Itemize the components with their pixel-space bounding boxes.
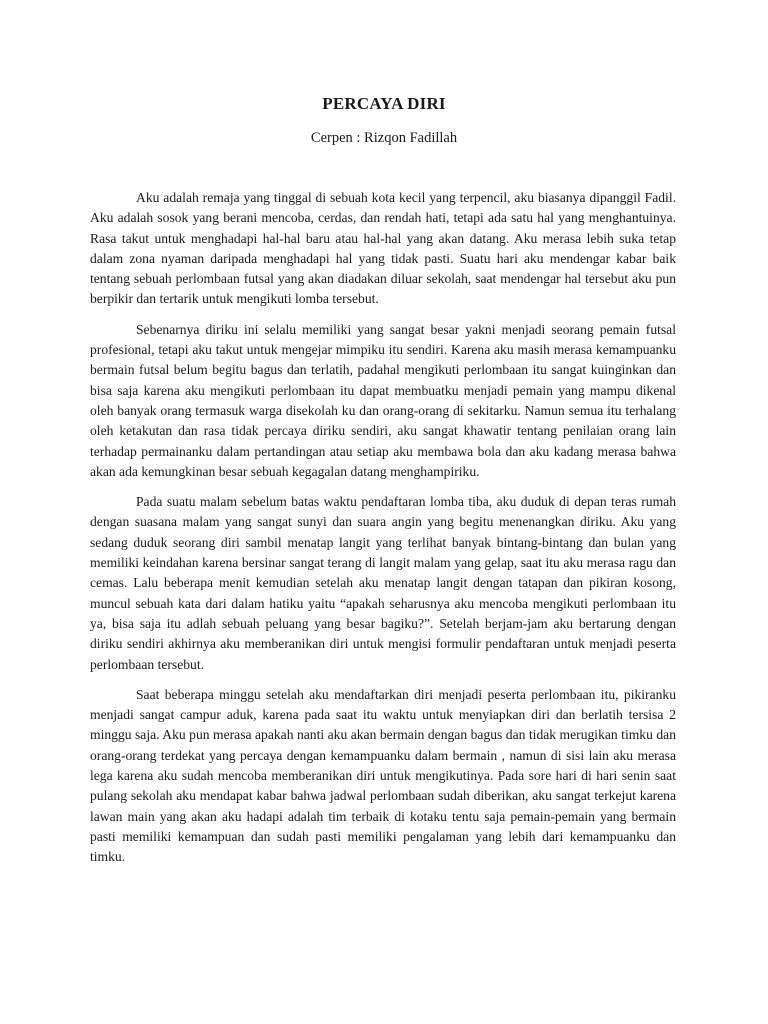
document-title: PERCAYA DIRI <box>322 94 446 113</box>
paragraph-1: Aku adalah remaja yang tinggal di sebuah kota kecil yang terpencil, aku biasanya dipanggil Fadil. Aku adalah sosok yang berani mencoba, cerdas, dan rendah hati, tetapi ada satu hal yang menghantuinya. Rasa takut untuk menghadapi hal-hal baru atau hal-hal yang akan datang. Aku merasa lebih suka tetap dalam zona nyaman daripada menghadapi hal yang tidak pasti. Suatu hari aku mendengar kabar baik tentang sebuah perlombaan futsal yang akan diadakan diluar sekolah, saat mendengar hal tersebut aku pun berpikir dan tertarik untuk mengikuti lomba tersebut. <box>90 190 676 307</box>
document-body <box>90 188 676 878</box>
document-subtitle: Cerpen : Rizqon Fadillah <box>310 130 458 146</box>
paragraph-3: Pada suatu malam sebelum batas waktu pendaftaran lomba tiba, aku duduk di depan teras rumah dengan suasana malam yang sangat sunyi dan suara angin yang begitu menenangkan diriku. Aku yang sedang duduk seorang diri sambil menatap langit yang terlihat banyak bintang-bintang dan bulan yang memiliki keindahan karena bersinar sangat terang di langit malam yang gelap, saat itu aku merasa ragu dan cemas. Lalu beberapa menit kemudian setelah aku menatap langit dengan tatapan dan pikiran kosong, muncul sebuah kata dari dalam hatiku yaitu “apakah seharusnya aku mencoba mengikuti perlombaan itu ya, bisa saja itu adlah sebuah peluang yang besar bagiku?”. Setelah berjam-jam aku bertarung dengan diriku sendiri akhirnya aku memberanikan diri untuk mengisi formulir pendaftaran untuk menjadi peserta perlombaan tersebut. <box>90 494 676 672</box>
paragraph-2: Sebenarnya diriku ini selalu memiliki yang sangat besar yakni menjadi seorang pemain futsal profesional, tetapi aku takut untuk mengejar mimpiku itu sendiri. Karena aku masih merasa kemampuanku bermain futsal belum begitu bagus dan terlatih, padahal mengikuti perlombaan itu sangat kuinginkan dan bisa saja karena aku mengikuti perlombaan itu dapat membuatku menjadi pemain yang mampu dikenal oleh banyak orang termasuk warga disekolah ku dan orang-orang di sekitarku. Namun semua itu terhalang oleh ketakutan dan rasa tidak percaya diriku sendiri, aku sangat khawatir tentang penilaian orang lain terhadap permainanku dalam pertandingan atau setiap aku membawa bola dan aku kadang merasa bahwa akan ada kemungkinan besar sebuah kegagalan datang menghampiriku. <box>90 321 676 479</box>
paragraph-4: Saat beberapa minggu setelah aku mendaftarkan diri menjadi peserta perlombaan itu, pikiranku menjadi sangat campur aduk, karena pada saat itu waktu untuk menyiapkan diri dan berlatih tersisa 2 minggu saja. Aku pun merasa apakah nanti aku akan bermain dengan bagus dan tidak merugikan timku dan orang-orang terdekat yang percaya dengan kemampuanku dalam bermain , namun di sisi lain aku merasa lega karena aku sudah mencoba memberanikan diri untuk mengikutinya. Pada sore hari di hari senin saat pulang sekolah aku mendapat kabar bahwa jadwal perlombaan sudah diberikan, aku sangat terkejut karena lawan main yang akan aku hadapi adalah tim terbaik di kotaku tentu saja pemain-pemain yang bermain pasti memiliki kemampuan dan sudah pasti memiliki pengalaman yang lebih dari kemampuanku dan timku. <box>90 686 676 865</box>
